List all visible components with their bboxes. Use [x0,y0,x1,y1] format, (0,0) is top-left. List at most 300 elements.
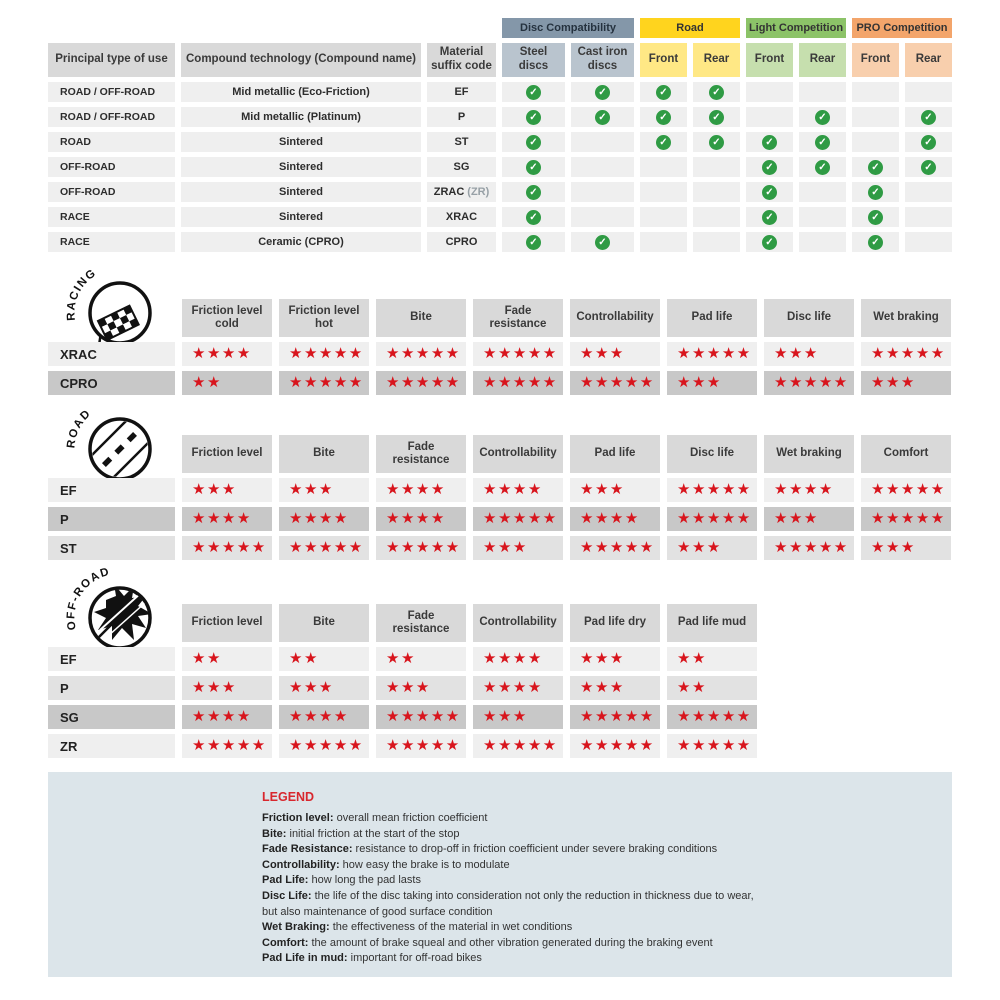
rating-column-header: Controllability [570,299,660,337]
rating-column-header: Pad life [570,435,660,473]
rating-column-header: Bite [279,604,369,642]
compat-cell-code: ST [427,132,496,152]
compat-cell-tech: Sintered [181,207,421,227]
compat-cell-check [905,207,952,227]
rating-column-header: Controllability [473,604,563,642]
check-icon: ✓ [815,160,830,175]
group-header: Disc Compatibility [502,18,634,38]
check-icon: ✓ [656,85,671,100]
compat-cell-check [799,157,846,177]
star-rating-cell [182,342,272,366]
star-rating-cell [570,536,660,560]
stars-3-of-5: ★★★ [774,510,819,527]
star-rating-cell [861,371,951,395]
compat-cell-tech: Sintered [181,182,421,202]
star-rating-cell [570,507,660,531]
star-rating-cell [764,507,854,531]
stars-5-of-5: ★★★★★ [386,539,461,556]
legend-term: Friction level: [262,812,337,824]
compat-cell-check [640,132,687,152]
stars-4-of-5: ★★★★ [483,481,543,498]
rating-column-header: Friction level [182,435,272,473]
compat-cell-check [799,182,846,202]
compat-cell-check [502,132,565,152]
compat-cell-check [571,132,634,152]
stars-4-of-5: ★★★★ [289,510,349,527]
road-ratings-table [48,435,951,560]
stars-5-of-5: ★★★★★ [774,539,849,556]
star-rating-cell [570,647,660,671]
rating-column-header: Pad life dry [570,604,660,642]
check-icon: ✓ [595,235,610,250]
compat-cell-check [799,132,846,152]
rating-column-header: Controllability [473,435,563,473]
star-rating-cell [861,507,951,531]
stars-5-of-5: ★★★★★ [386,345,461,362]
compat-cell-check [746,107,793,127]
compat-cell-check [693,132,740,152]
compat-cell-check [502,182,565,202]
star-rating-cell [182,478,272,502]
check-icon: ✓ [921,135,936,150]
stars-4-of-5: ★★★★ [192,510,252,527]
check-icon: ✓ [815,135,830,150]
compat-cell-check [571,107,634,127]
star-rating-cell [376,536,466,560]
legend-item: but also maintenance of good surface condition [262,905,493,918]
check-icon: ✓ [595,110,610,125]
group-header: Light Competition [746,18,846,38]
compat-cell-check [571,232,634,252]
compat-cell-check [640,157,687,177]
stars-4-of-5: ★★★★ [386,510,446,527]
stars-3-of-5: ★★★ [483,539,528,556]
compat-cell-check [693,157,740,177]
compat-cell-check [905,157,952,177]
stars-5-of-5: ★★★★★ [580,374,655,391]
check-icon: ✓ [526,160,541,175]
legend-item: Disc Life: the life of the disc taking into consideration not only the reduction in thickness due to wear, [262,889,754,902]
stars-5-of-5: ★★★★★ [580,539,655,556]
star-rating-cell [570,371,660,395]
star-rating-cell [861,478,951,502]
compat-cell-check [799,207,846,227]
rating-column-header: Wet braking [764,435,854,473]
stars-3-of-5: ★★★ [580,650,625,667]
star-rating-cell [473,734,563,758]
stars-4-of-5: ★★★★ [192,708,252,725]
star-rating-cell [182,647,272,671]
stars-5-of-5: ★★★★★ [289,737,364,754]
stars-2-of-5: ★★ [386,650,416,667]
check-icon: ✓ [815,110,830,125]
rating-column-header: Disc life [667,435,757,473]
stars-3-of-5: ★★★ [677,374,722,391]
check-icon: ✓ [868,185,883,200]
star-rating-cell [473,507,563,531]
stars-3-of-5: ★★★ [677,539,722,556]
compat-cell-check [905,182,952,202]
stars-3-of-5: ★★★ [871,374,916,391]
stars-5-of-5: ★★★★★ [483,374,558,391]
corner-spacer [48,604,175,642]
star-rating-cell [667,705,757,729]
legend-term: Wet Braking: [262,921,333,934]
compat-cell-check [799,232,846,252]
stars-5-of-5: ★★★★★ [677,708,752,725]
road-badge-label: ROAD [65,407,94,449]
stars-5-of-5: ★★★★★ [871,510,946,527]
star-rating-cell [279,536,369,560]
check-icon: ✓ [526,135,541,150]
star-rating-cell [667,342,757,366]
star-rating-cell [667,734,757,758]
sub-header: Front [852,43,899,77]
compat-cell-check [746,182,793,202]
corner-spacer [48,435,175,473]
stars-5-of-5: ★★★★★ [386,737,461,754]
stars-5-of-5: ★★★★★ [192,539,267,556]
legend-item: Wet Braking: the effectiveness of the material in wet conditions [262,921,573,934]
rating-column-header: Fade resistance [473,299,563,337]
star-rating-cell [376,507,466,531]
compat-cell-check [571,82,634,102]
star-rating-cell [279,647,369,671]
legend-panel [48,772,952,977]
compat-cell-check [799,82,846,102]
compat-cell-check [640,207,687,227]
compat-cell-check [852,232,899,252]
check-icon: ✓ [709,110,724,125]
compat-cell-check [693,207,740,227]
check-icon: ✓ [762,135,777,150]
compat-cell-check [693,182,740,202]
stars-5-of-5: ★★★★★ [871,345,946,362]
star-rating-cell [861,536,951,560]
stars-2-of-5: ★★ [677,679,707,696]
compat-cell-check [746,232,793,252]
star-rating-cell [764,342,854,366]
compat-cell-check [502,157,565,177]
stars-5-of-5: ★★★★★ [386,708,461,725]
stars-5-of-5: ★★★★★ [192,737,267,754]
compat-cell-check [905,82,952,102]
compat-cell-code: ZRAC (ZR) [427,182,496,202]
corner-spacer [48,299,175,337]
compat-cell-check [571,207,634,227]
check-icon: ✓ [868,210,883,225]
stars-2-of-5: ★★ [192,650,222,667]
rating-column-header: Friction level hot [279,299,369,337]
compat-cell-code: CPRO [427,232,496,252]
stars-5-of-5: ★★★★★ [580,737,655,754]
sub-header: Rear [693,43,740,77]
sub-header: Front [746,43,793,77]
compat-cell-check [905,107,952,127]
check-icon: ✓ [526,235,541,250]
compat-cell-check [852,207,899,227]
star-rating-cell [376,342,466,366]
compat-cell-check [799,107,846,127]
compat-cell-check [693,232,740,252]
check-icon: ✓ [921,110,936,125]
sub-header: Front [640,43,687,77]
legend-term: Controllability: [262,858,343,871]
check-icon: ✓ [868,160,883,175]
group-header: PRO Competition [852,18,952,38]
stars-2-of-5: ★★ [192,374,222,391]
stars-4-of-5: ★★★★ [483,650,543,667]
compat-cell-tech: Ceramic (CPRO) [181,232,421,252]
compat-cell-tech: Mid metallic (Platinum) [181,107,421,127]
rating-column-header: Pad life mud [667,604,757,642]
stars-5-of-5: ★★★★★ [580,708,655,725]
check-icon: ✓ [921,160,936,175]
compat-cell-code: P [427,107,496,127]
star-rating-cell [376,676,466,700]
rating-column-header: Friction level [182,604,272,642]
check-icon: ✓ [709,85,724,100]
legend-item: Pad Life in mud: important for off-road bikes [262,952,482,965]
compat-cell-tech: Mid metallic (Eco-Friction) [181,82,421,102]
rating-row-label: CPRO [48,371,175,395]
sub-header: Cast iron discs [571,43,634,77]
star-rating-cell [376,734,466,758]
stars-5-of-5: ★★★★★ [677,510,752,527]
rating-row-label: EF [48,647,175,671]
check-icon: ✓ [762,160,777,175]
compat-cell-check [502,232,565,252]
check-icon: ✓ [762,235,777,250]
star-rating-cell [376,371,466,395]
star-rating-cell [182,507,272,531]
star-rating-cell [764,478,854,502]
compat-cell-check [502,107,565,127]
legend-term: Disc Life: [262,889,315,902]
rating-row-label: P [48,676,175,700]
compat-cell-check [502,82,565,102]
rating-row-label: XRAC [48,342,175,366]
star-rating-cell [667,676,757,700]
compat-cell-check [852,182,899,202]
star-rating-cell [570,478,660,502]
star-rating-cell [279,507,369,531]
legend-term: Bite: [262,827,290,840]
compat-cell-use: ROAD / OFF-ROAD [48,107,175,127]
stars-3-of-5: ★★★ [483,708,528,725]
compat-cell-check [640,182,687,202]
compat-cell-check [852,82,899,102]
star-rating-cell [570,734,660,758]
check-icon: ✓ [526,210,541,225]
stars-5-of-5: ★★★★★ [289,374,364,391]
star-rating-cell [376,478,466,502]
star-rating-cell [667,647,757,671]
compat-cell-check [852,132,899,152]
compat-cell-use: ROAD / OFF-ROAD [48,82,175,102]
compat-cell-check [571,182,634,202]
offroad-ratings-table [48,604,757,758]
stars-3-of-5: ★★★ [580,481,625,498]
compat-cell-use: ROAD [48,132,175,152]
compat-cell-check [502,207,565,227]
check-icon: ✓ [762,185,777,200]
stars-5-of-5: ★★★★★ [289,539,364,556]
star-rating-cell [182,371,272,395]
compat-cell-check [746,207,793,227]
legend-item: Friction level: overall mean friction coefficient [262,812,488,824]
compat-cell-use: OFF-ROAD [48,182,175,202]
star-rating-cell [473,705,563,729]
compat-cell-check [746,132,793,152]
check-icon: ✓ [868,235,883,250]
column-header: Compound technology (Compound name) [181,43,421,77]
star-rating-cell [667,371,757,395]
stars-4-of-5: ★★★★ [386,481,446,498]
star-rating-cell [279,478,369,502]
sub-header: Steel discs [502,43,565,77]
check-icon: ✓ [595,85,610,100]
stars-5-of-5: ★★★★★ [289,345,364,362]
rating-row-label: SG [48,705,175,729]
star-rating-cell [570,676,660,700]
corner-spacer [48,18,496,38]
compat-cell-use: OFF-ROAD [48,157,175,177]
compat-cell-check [693,107,740,127]
compat-cell-use: RACE [48,232,175,252]
star-rating-cell [279,342,369,366]
star-rating-cell [764,536,854,560]
compat-cell-code: EF [427,82,496,102]
legend-term: Pad Life: [262,874,312,887]
star-rating-cell [667,507,757,531]
legend-item: Pad Life: how long the pad lasts [262,874,421,887]
compat-cell-check [905,232,952,252]
compat-cell-check [693,82,740,102]
compat-cell-tech: Sintered [181,132,421,152]
sub-header: Rear [905,43,952,77]
racing-ratings-table [48,299,951,395]
star-rating-cell [182,705,272,729]
stars-3-of-5: ★★★ [289,679,334,696]
star-rating-cell [473,536,563,560]
stars-5-of-5: ★★★★★ [483,345,558,362]
stars-5-of-5: ★★★★★ [483,737,558,754]
rating-column-header: Disc life [764,299,854,337]
star-rating-cell [279,705,369,729]
column-header: Material suffix code [427,43,496,77]
compat-cell-tech: Sintered [181,157,421,177]
compat-cell-code: SG [427,157,496,177]
rating-row-label: EF [48,478,175,502]
check-icon: ✓ [656,110,671,125]
stars-4-of-5: ★★★★ [289,708,349,725]
compat-cell-check [640,232,687,252]
stars-5-of-5: ★★★★★ [677,481,752,498]
stars-3-of-5: ★★★ [580,679,625,696]
stars-2-of-5: ★★ [289,650,319,667]
stars-3-of-5: ★★★ [289,481,334,498]
check-icon: ✓ [656,135,671,150]
legend-item: Controllability: how easy the brake is to modulate [262,858,510,871]
column-header: Principal type of use [48,43,175,77]
star-rating-cell [667,478,757,502]
legend-items [262,811,932,967]
compat-cell-check [746,82,793,102]
legend-term: Fade Resistance: [262,843,356,856]
rating-column-header: Friction level cold [182,299,272,337]
rating-row-label: ST [48,536,175,560]
rating-column-header: Comfort [861,435,951,473]
stars-5-of-5: ★★★★★ [774,374,849,391]
rating-column-header: Wet braking [861,299,951,337]
stars-3-of-5: ★★★ [192,481,237,498]
compat-cell-check [852,157,899,177]
compat-cell-check [746,157,793,177]
legend-item: Bite: initial friction at the start of the stop [262,827,460,840]
stars-4-of-5: ★★★★ [192,345,252,362]
check-icon: ✓ [762,210,777,225]
star-rating-cell [182,536,272,560]
star-rating-cell [182,734,272,758]
star-rating-cell [861,342,951,366]
star-rating-cell [279,734,369,758]
compat-cell-use: RACE [48,207,175,227]
check-icon: ✓ [709,135,724,150]
rating-column-header: Bite [376,299,466,337]
star-rating-cell [279,371,369,395]
stars-3-of-5: ★★★ [192,679,237,696]
stars-4-of-5: ★★★★ [483,679,543,696]
compat-cell-check [571,157,634,177]
code-note: (ZR) [467,186,490,198]
star-rating-cell [764,371,854,395]
rating-column-header: Fade resistance [376,604,466,642]
star-rating-cell [473,371,563,395]
group-header: Road [640,18,740,38]
legend-term: Pad Life in mud: [262,952,351,965]
stars-5-of-5: ★★★★★ [483,510,558,527]
star-rating-cell [279,676,369,700]
stars-3-of-5: ★★★ [774,345,819,362]
compound-compatibility-table [48,18,952,252]
racing-badge-label: RACING [65,266,99,322]
star-rating-cell [570,342,660,366]
compat-cell-check [852,107,899,127]
legend-term: Comfort: [262,936,312,949]
rating-column-header: Pad life [667,299,757,337]
star-rating-cell [376,647,466,671]
compat-cell-code: XRAC [427,207,496,227]
star-rating-cell [473,676,563,700]
stars-5-of-5: ★★★★★ [871,481,946,498]
rating-column-header: Fade resistance [376,435,466,473]
rating-column-header: Bite [279,435,369,473]
stars-5-of-5: ★★★★★ [677,345,752,362]
offroad-badge-label: OFF-ROAD [65,565,112,631]
stars-3-of-5: ★★★ [386,679,431,696]
rating-row-label: ZR [48,734,175,758]
legend-item: Comfort: the amount of brake squeal and other vibration generated during the braking event [262,936,713,949]
check-icon: ✓ [526,110,541,125]
rating-row-label: P [48,507,175,531]
stars-2-of-5: ★★ [677,650,707,667]
legend-item: Fade Resistance: resistance to drop-off in friction coefficient under severe braking conditions [262,843,718,856]
star-rating-cell [376,705,466,729]
star-rating-cell [667,536,757,560]
star-rating-cell [473,342,563,366]
star-rating-cell [570,705,660,729]
